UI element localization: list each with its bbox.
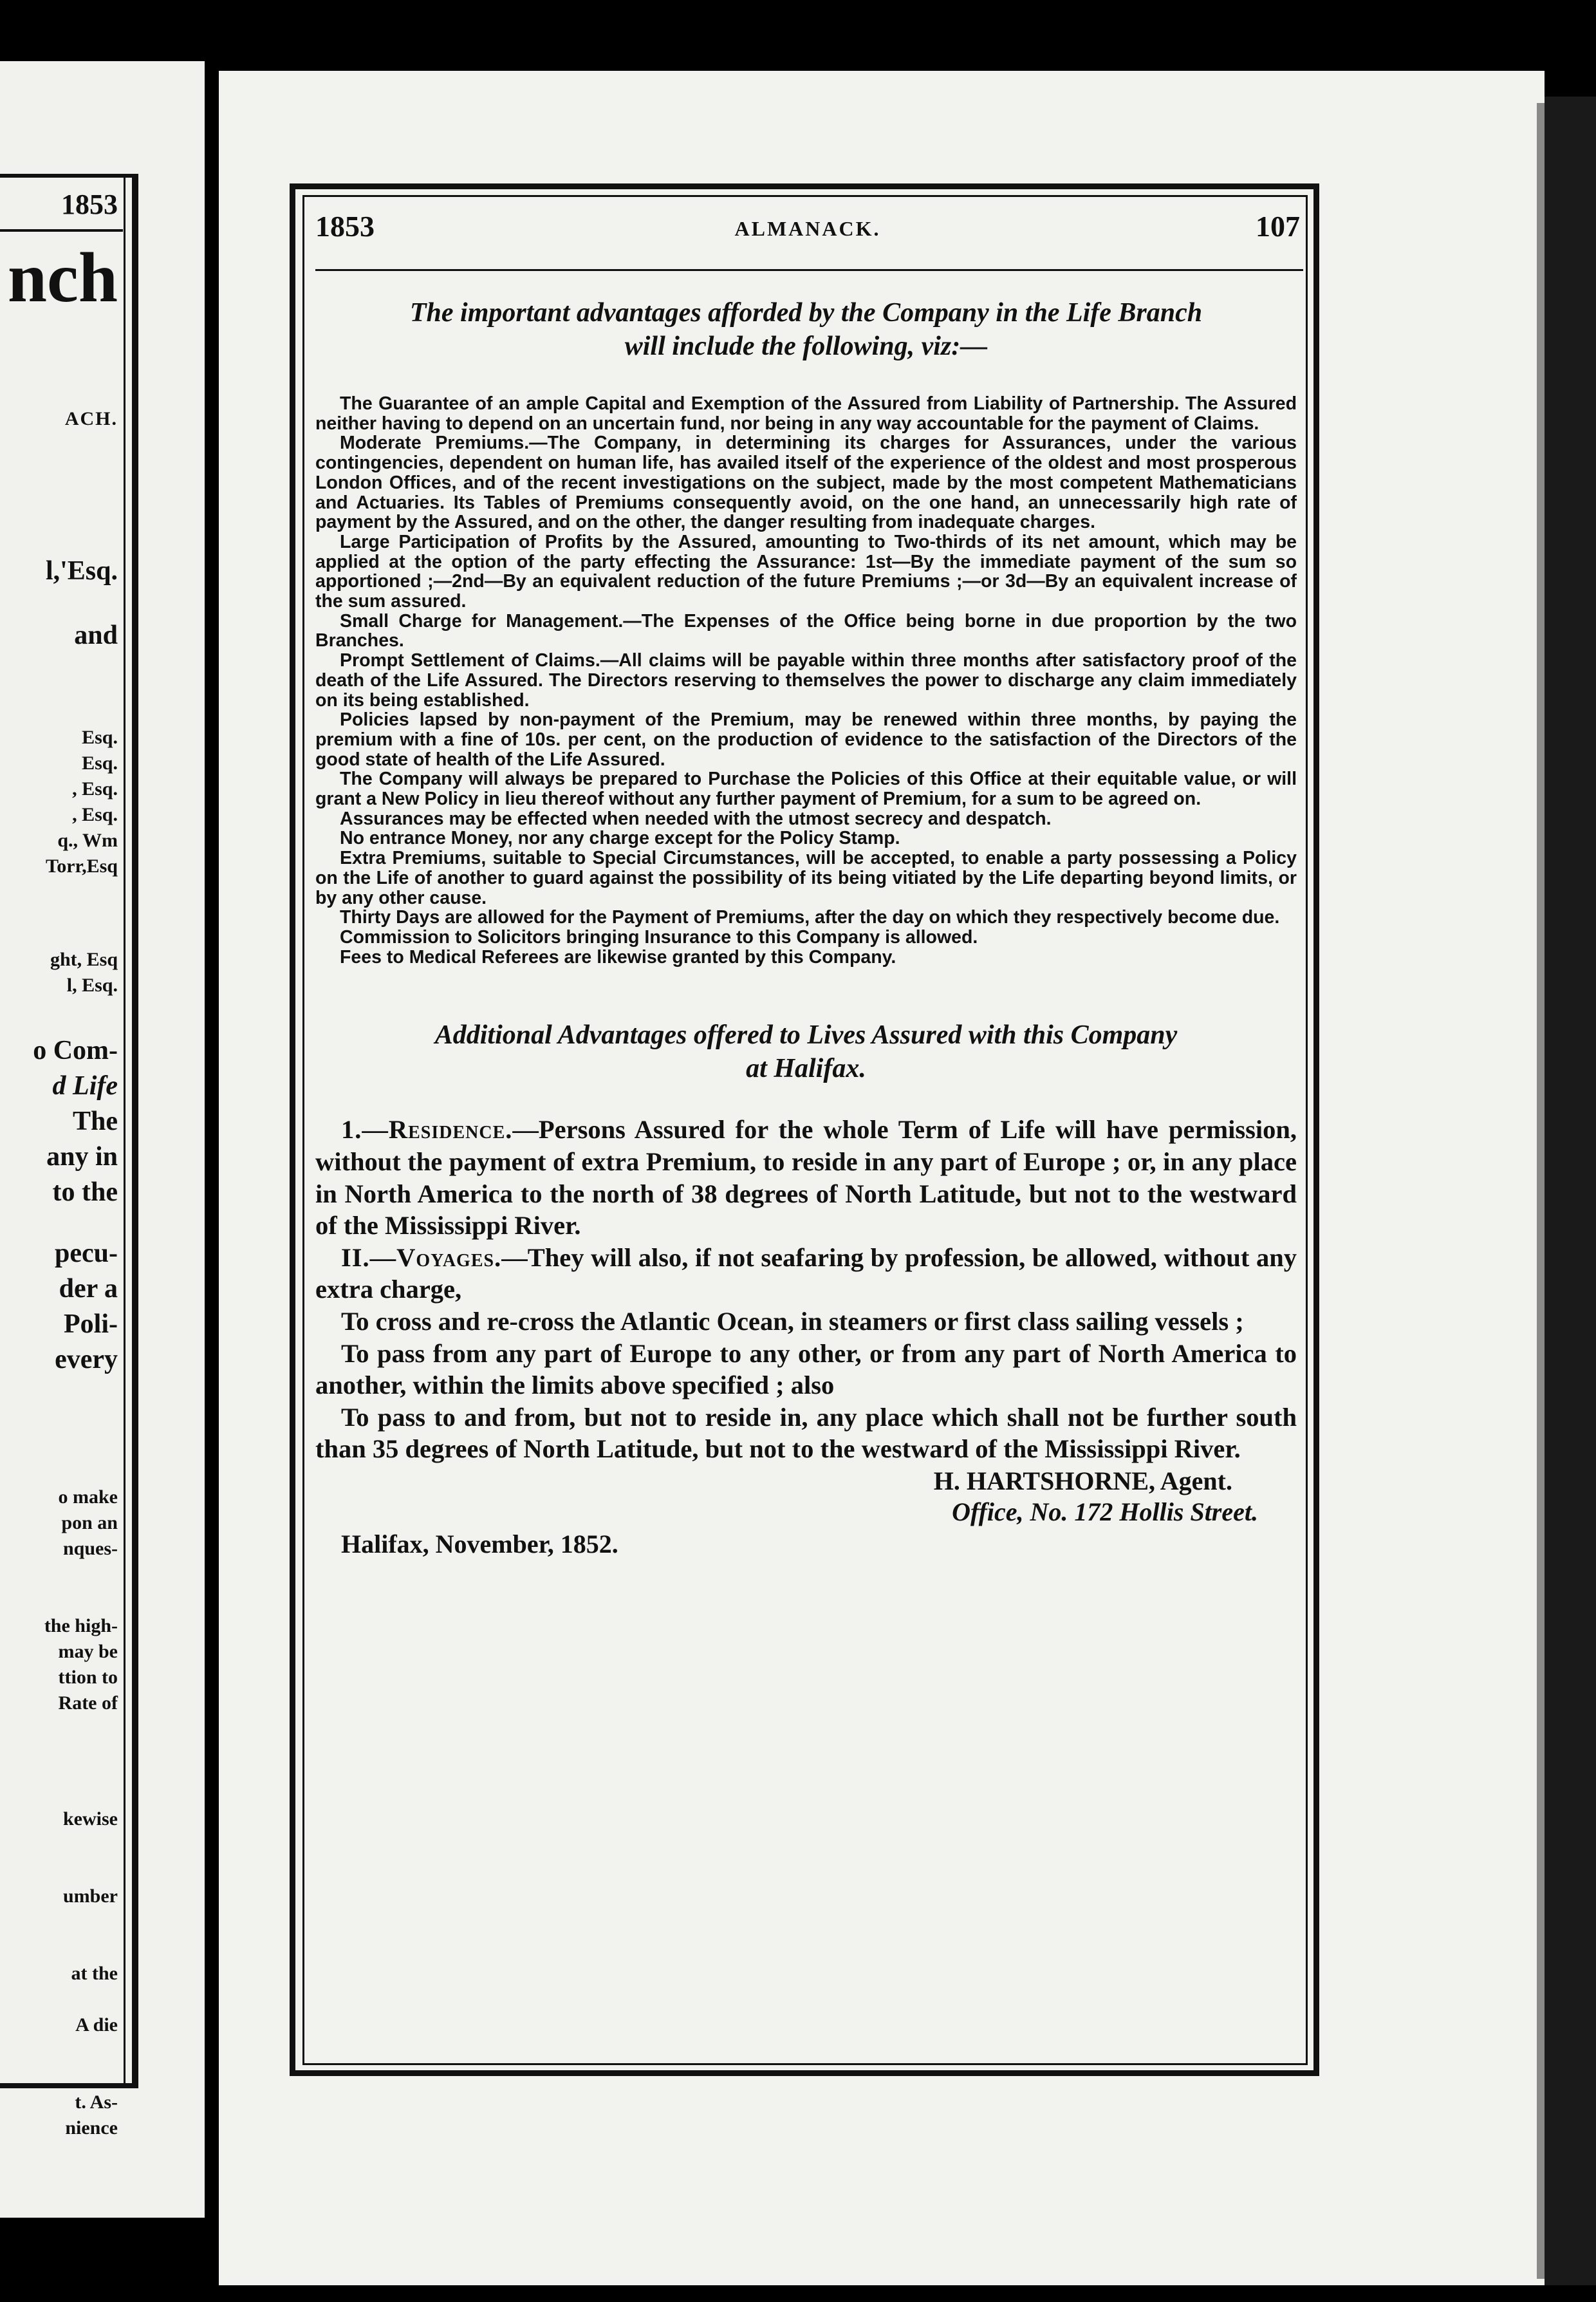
left-page-line: and bbox=[74, 621, 118, 650]
book-edge bbox=[1545, 97, 1596, 2285]
left-page-line: , Esq. bbox=[72, 804, 118, 825]
residence-paragraph bbox=[315, 1114, 1297, 1241]
section2-heading-line1: Additional Advantages offered to Lives Assured with this Company bbox=[434, 1020, 1178, 1051]
left-page-line: Esq. bbox=[82, 753, 118, 774]
advantage-paragraph: Assurances may be effected when needed with the utmost secrecy and despatch. bbox=[340, 808, 1052, 829]
advantage-paragraph: Extra Premiums, suitable to Special Circumstances, will be accepted, to enable a party possessing a Policy on the Life of another to guard against the possibility of its being vitiated by the Life departing beyond limits, or by any other cause. bbox=[315, 848, 1297, 908]
header-title: ALMANACK. bbox=[734, 217, 881, 240]
left-page-line: nience bbox=[65, 2117, 118, 2138]
running-header bbox=[315, 209, 1300, 248]
advantage-paragraph: Small Charge for Management.—The Expenses of the Office being borne in due proportion by the two Branches. bbox=[315, 610, 1297, 651]
left-page-line: kewise bbox=[63, 1808, 118, 1829]
left-page-line: der a bbox=[59, 1274, 118, 1304]
voyage-clause: To pass from any part of Europe to any other, or from any part of North America to another, within the limits above specified ; also bbox=[315, 1338, 1297, 1400]
left-page-line: pecu- bbox=[55, 1239, 118, 1268]
section2-heading bbox=[315, 1018, 1297, 1085]
left-page-line: A die bbox=[75, 2014, 118, 2035]
left-page-line: at the bbox=[71, 1963, 118, 1984]
advantage-paragraph: The Guarantee of an ample Capital and Exemption of the Assured from Liability of Partnership. The Assured neither having to depend on an uncertain fund, nor being in any way accountable for the payment of Claims. bbox=[315, 393, 1297, 434]
agent-name: H. HARTSHORNE, Agent. bbox=[933, 1466, 1232, 1495]
left-page-line: Esq. bbox=[82, 727, 118, 748]
page-number: 107 bbox=[1256, 210, 1300, 243]
halifax-advantages bbox=[315, 1114, 1297, 1562]
advantage-paragraph: No entrance Money, nor any charge except for the Policy Stamp. bbox=[340, 828, 900, 849]
signature-block bbox=[315, 1465, 1297, 1562]
left-page-line: umber bbox=[63, 1886, 118, 1907]
section1-heading-line2: will include the following, viz:— bbox=[624, 332, 988, 361]
residence-text: —Persons Assured for the whole Term of Life will have permission, without the payment of extra Premium, to reside in any part of Europe ; or, in any place in North America to the north of 38 degrees of North Latitude, but not to the westward of the Mississippi River. bbox=[315, 1115, 1297, 1240]
section1-heading bbox=[315, 296, 1297, 363]
left-page-rule bbox=[0, 229, 123, 232]
left-page-line: every bbox=[55, 1345, 118, 1374]
page-edge-shadow bbox=[1537, 103, 1545, 2279]
header-year: 1853 bbox=[315, 210, 375, 243]
left-page-line: nques- bbox=[62, 1538, 118, 1559]
left-page-line: o make bbox=[58, 1486, 118, 1508]
voyages-paragraph bbox=[315, 1242, 1297, 1305]
header-rule bbox=[315, 269, 1303, 271]
advantage-paragraph: Policies lapsed by non-payment of the Premium, may be renewed within three months, by paying the premium with a fine of 10s. per cent, on the production of evidence to the satisfaction of the Directors of the good state of health of the Life Assured. bbox=[315, 709, 1297, 770]
residence-label: 1.—Residence. bbox=[341, 1115, 513, 1145]
left-page-line: , Esq. bbox=[72, 778, 118, 800]
left-page-line: pon an bbox=[61, 1512, 118, 1533]
left-page-line: any in bbox=[46, 1142, 118, 1172]
left-page-line: The bbox=[72, 1107, 118, 1136]
advantage-paragraph: Fees to Medical Referees are likewise granted by this Company. bbox=[340, 946, 896, 968]
advantage-paragraph: The Company will always be prepared to Purchase the Policies of this Office at their equitable value, or will grant a New Policy in lieu thereof without any further payment of Premium, for a sum to be agreed on. bbox=[315, 769, 1297, 810]
left-page-line: Rate of bbox=[58, 1692, 118, 1714]
left-page-line: Torr,Esq bbox=[45, 856, 118, 877]
advantages-list bbox=[315, 394, 1297, 967]
left-page-line: q., Wm bbox=[57, 830, 118, 851]
left-page-line: l, Esq. bbox=[66, 975, 118, 996]
left-page-line: d Life bbox=[52, 1071, 118, 1101]
left-page-line: to the bbox=[52, 1177, 118, 1207]
left-page-line: Poli- bbox=[64, 1309, 118, 1339]
dateline: Halifax, November, 1852. bbox=[341, 1529, 618, 1558]
advantage-paragraph: Moderate Premiums.—The Company, in determining its charges for Assurances, under the various contingencies, dependent on human life, has availed itself of the experience of the oldest and most prosperous London Offices, and of the recent investigations on the subject, made by the most competent Mathematicians and Actuaries. Its Tables of Premiums consequently avoid, on the one hand, an unnecessarily high rate of payment by the Assured, and on the other, the danger resulting from inadequate charges. bbox=[315, 433, 1297, 533]
advantage-paragraph: Prompt Settlement of Claims.—All claims will be payable within three months after satisfactory proof of the death of the Life Assured. The Directors reserving to themselves the power to discharge any claim immediately on its being established. bbox=[315, 650, 1297, 711]
left-page-line: may be bbox=[58, 1641, 118, 1662]
article-body bbox=[315, 296, 1297, 1562]
voyage-clause: To pass to and from, but not to reside in, any place which shall not be further south than 35 degrees of North Latitude, but not to the westward of the Mississippi River. bbox=[315, 1402, 1297, 1464]
left-page-line: l,'Esq. bbox=[45, 556, 118, 586]
left-page-heading-fragment: nch bbox=[7, 238, 118, 317]
left-page-year: 1853 bbox=[61, 189, 118, 220]
advantage-paragraph: Thirty Days are allowed for the Payment of Premiums, after the day on which they respectively become due. bbox=[340, 907, 1280, 928]
left-page-line: ttion to bbox=[58, 1667, 118, 1688]
left-page-fragment bbox=[0, 61, 205, 2218]
section2-heading-line2: at Halifax. bbox=[746, 1054, 866, 1084]
left-page-line: ght, Esq bbox=[50, 949, 118, 970]
left-page-line: t. As- bbox=[75, 2091, 118, 2113]
section1-heading-line1: The important advantages afforded by the Company in the Life Branch bbox=[409, 298, 1203, 328]
left-page-frame bbox=[0, 174, 138, 2138]
voyages-text: —They will also, if not seafaring by profession, be allowed, without any extra charge, bbox=[315, 1242, 1297, 1304]
left-page-line: the high- bbox=[44, 1615, 118, 1636]
advantage-paragraph: Large Participation of Profits by the Assured, amounting to Two-thirds of its net amount, which may be applied at the option of the party effecting the Assurance: 1st—By the immediate payment of the sum so apportioned ;—2nd—By an equivalent reduction of the future Premiums ;—or 3d—By an equivalent increase of the sum assured. bbox=[315, 531, 1297, 612]
left-page-line: ACH. bbox=[64, 408, 118, 429]
voyage-clause: To cross and re-cross the Atlantic Ocean, in steamers or first class sailing vessels ; bbox=[341, 1306, 1244, 1336]
advantage-paragraph: Commission to Solicitors bringing Insurance to this Company is allowed. bbox=[340, 926, 978, 948]
voyages-label: II.—Voyages. bbox=[341, 1242, 502, 1272]
office-address: Office, No. 172 Hollis Street. bbox=[952, 1497, 1258, 1526]
left-page-line: o Com- bbox=[33, 1036, 118, 1065]
